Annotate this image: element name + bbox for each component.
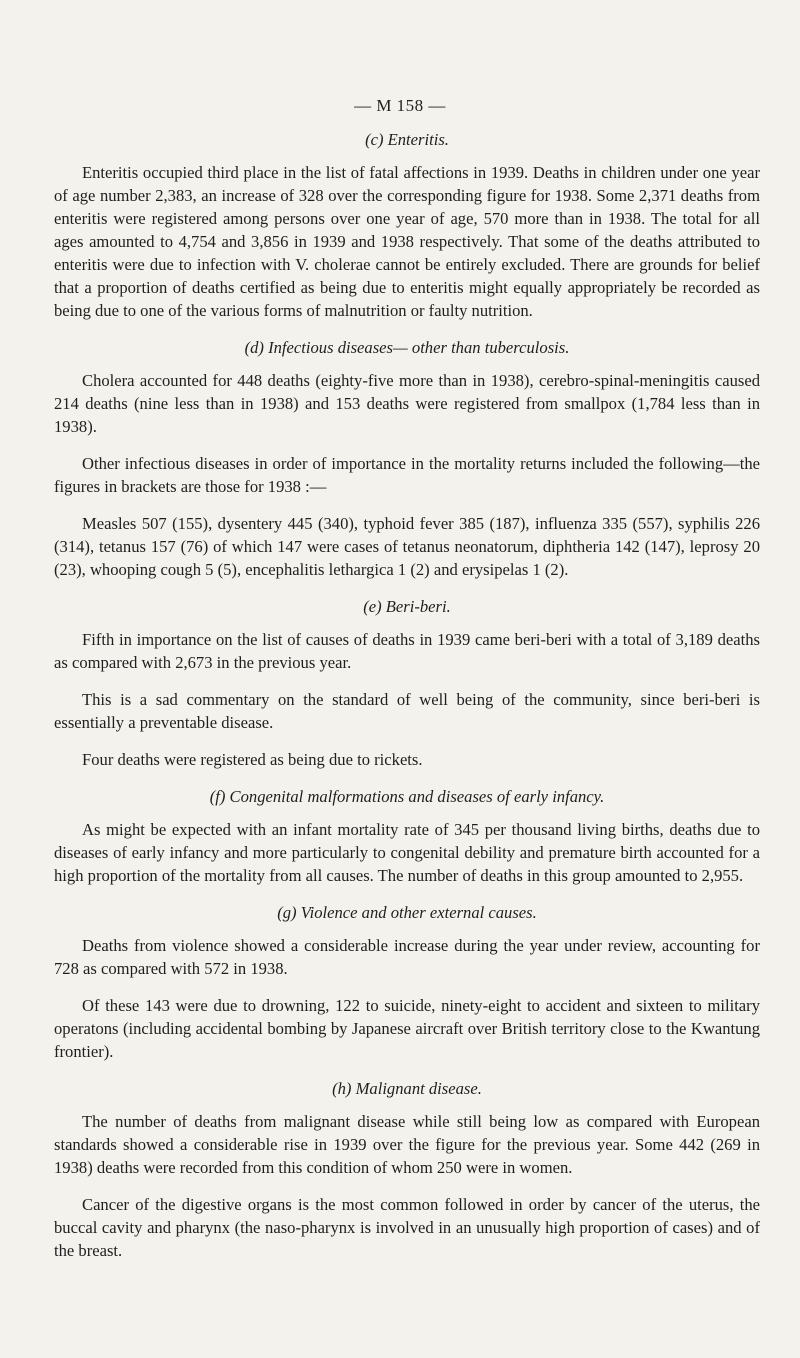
paragraph: This is a sad commentary on the standard of well being of the community, since beri-beri is essentially a preventable disease. (54, 690, 760, 732)
paragraph: Measles 507 (155), dysentery 445 (340), typhoid fever 385 (187), influenza 335 (557), syphilis 226 (314), tetanus 157 (76) of which 147 were cases of tetanus neonatorum, diphtheria 142 (147), leprosy 20 (23), whooping cough 5 (5), encephalitis lethargica 1 (2) and erysipelas 1 (2). (54, 514, 760, 579)
paragraph: Cholera accounted for 448 deaths (eighty-five more than in 1938), cerebro-spinal-meningitis caused 214 deaths (nine less than in 1938) and 153 deaths were registered from smallpox (1,784 less than in 1938). (54, 371, 760, 436)
section-heading-infectious-diseases: (d) Infectious diseases— other than tuberculosis. (244, 338, 570, 357)
paragraph: Enteritis occupied third place in the list of fatal affections in 1939. Deaths in children under one year of age number 2,383, an increase of 328 over the corresponding figure for 1938. Some 2,371 deaths from enteritis were registered among persons over one year of age, 570 more than in 1938. The total for all ages amounted to 4,754 and 3,856 in 1939 and 1938 respectively. That some of the deaths attributed to enteritis were due to infection with V. cholerae cannot be entirely excluded. There are grounds for belief that a proportion of deaths certified as being due to enteritis might equally appropriately be recorded as being due to one of the various forms of malnutrition or faulty nutrition. (54, 163, 760, 320)
paragraph: Of these 143 were due to drowning, 122 to suicide, ninety-eight to accident and sixteen to military operatons (including accidental bombing by Japanese aircraft over British territory close to the Kwantung frontier). (54, 996, 760, 1061)
paragraph: The number of deaths from malignant disease while still being low as compared with European standards showed a considerable rise in 1939 over the figure for the previous year. Some 442 (269 in 1938) deaths were recorded from this condition of whom 250 were in women. (54, 1112, 760, 1177)
paragraph: As might be expected with an infant mortality rate of 345 per thousand living births, deaths due to diseases of early infancy and more particularly to congenital debility and premature birth accounted for a high proportion of the mortality from all causes. The number of deaths in this group amounted to 2,955. (54, 820, 760, 885)
section-heading-beri-beri: (e) Beri-beri. (363, 597, 451, 616)
paragraph: Fifth in importance on the list of causes of deaths in 1939 came beri-beri with a total of 3,189 deaths as compared with 2,673 in the previous year. (54, 630, 760, 672)
document-body (54, 128, 760, 1262)
section-heading-violence: (g) Violence and other external causes. (277, 903, 537, 922)
paragraph: Four deaths were registered as being due to rickets. (82, 750, 423, 769)
section-heading-malignant-disease: (h) Malignant disease. (332, 1079, 482, 1098)
section-heading-congenital-malformations: (f) Congenital malformations and diseases of early infancy. (209, 787, 605, 806)
page-header: — M 158 — (354, 96, 446, 115)
section-heading-enteritis: (c) Enteritis. (365, 130, 449, 149)
paragraph: Cancer of the digestive organs is the most common followed in order by cancer of the uterus, the buccal cavity and pharynx (the naso-pharynx is involved in an unusually high proportion of cases) and of the breast. (54, 1195, 760, 1260)
paragraph: Deaths from violence showed a considerable increase during the year under review, accounting for 728 as compared with 572 in 1938. (54, 936, 760, 978)
paragraph: Other infectious diseases in order of importance in the mortality returns included the following—the figures in brackets are those for 1938 :— (54, 454, 760, 496)
